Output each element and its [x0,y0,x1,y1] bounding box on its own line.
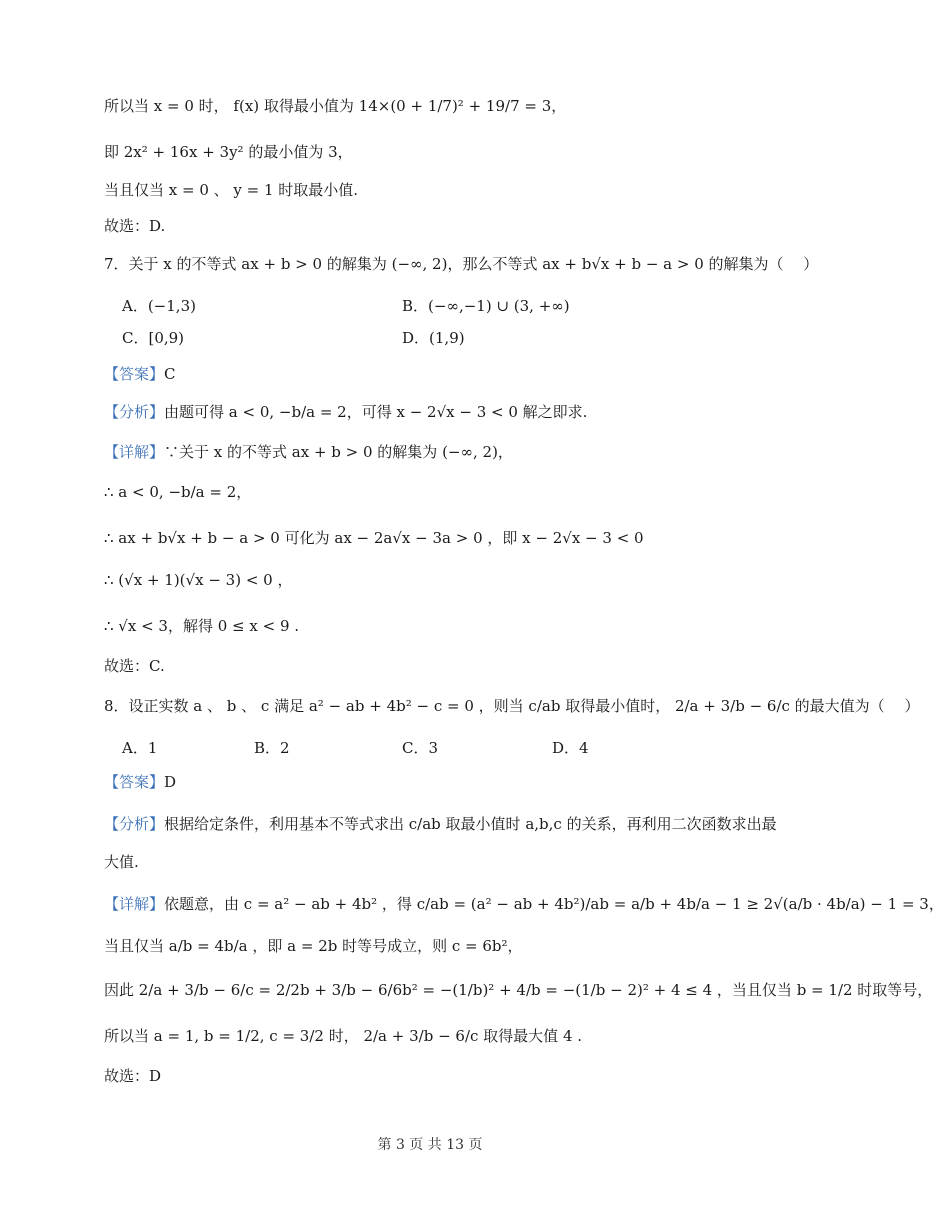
q7-detail [104,442,513,462]
answer-tag: 【答案】 [104,773,165,791]
text-line: 所以当 x = 0 时， f(x) 取得最小值为 14×(0 + 1/7)² + 19/7 = 3， [104,97,567,115]
q8-detail [104,894,944,914]
detail-tag: 【详解】 [104,443,165,461]
page-footer: 第 3 页 共 13 页 [377,1137,483,1153]
q7-option-d: D．(1,9) [402,329,465,347]
answer-selection: 故选：D [104,1067,162,1085]
text-line: ∴ a < 0, −b/a = 2， [104,483,252,501]
q7-answer [104,364,176,384]
detail-tag: 【详解】 [104,895,165,913]
answer-selection: 故选：D. [104,217,166,235]
q8-option-c: C．3 [402,739,439,757]
answer-selection: 故选：C. [104,657,165,675]
text-line: 大值. [104,853,139,871]
analysis-text: 由题可得 a < 0, −b/a = 2，可得 x − 2√x − 3 < 0 解之即求. [164,403,588,421]
question-8: 8．设正实数 a 、 b 、 c 满足 a² − ab + 4b² − c = 0 ，则当 c/ab 取得最小值时， 2/a + 3/b − 6/c 的最大值为（ ） [104,697,920,715]
q7-option-b: B．(−∞,−1) ∪ (3, +∞) [402,297,570,315]
q8-answer [104,772,176,792]
detail-text: 依题意，由 c = a² − ab + 4b² ，得 c/ab = (a² − ab + 4b²)/ab = a/b + 4b/a − 1 ≥ 2√(a/b · 4b/a) − 1 = 3， [164,895,944,913]
answer-value: C [164,365,176,383]
analysis-tag: 【分析】 [104,815,165,833]
answer-tag: 【答案】 [104,365,165,383]
q8-option-d: D．4 [552,739,589,757]
text-line: ∴ √x < 3，解得 0 ≤ x < 9 . [104,617,300,635]
text-line: ∴ (√x + 1)(√x − 3) < 0 ， [104,571,293,589]
q8-option-b: B．2 [254,739,290,757]
text-line: ∴ ax + b√x + b − a > 0 可化为 ax − 2a√x − 3a > 0 ，即 x − 2√x − 3 < 0 [104,529,644,547]
text-line: 所以当 a = 1, b = 1/2, c = 3/2 时， 2/a + 3/b − 6/c 取得最大值 4 . [104,1027,583,1045]
analysis-text: 根据给定条件，利用基本不等式求出 c/ab 取最小值时 a,b,c 的关系，再利用二次函数求出最 [164,815,777,833]
text-line: 即 2x² + 16x + 3y² 的最小值为 3， [104,143,353,161]
detail-text: ∵关于 x 的不等式 ax + b > 0 的解集为 (−∞, 2)， [164,443,513,461]
q7-option-a: A．(−1,3) [122,297,196,315]
analysis-tag: 【分析】 [104,403,165,421]
question-7: 7．关于 x 的不等式 ax + b > 0 的解集为 (−∞, 2)，那么不等式 ax + b√x + b − a > 0 的解集为（ ） [104,255,819,273]
q8-analysis [104,814,777,834]
answer-value: D [164,773,177,791]
text-line: 因此 2/a + 3/b − 6/c = 2/2b + 3/b − 6/6b² = −(1/b)² + 4/b = −(1/b − 2)² + 4 ≤ 4 ，当且仅当 b = 1/2 时取等号， [104,981,933,999]
text-line: 当且仅当 x = 0 、 y = 1 时取最小值. [104,181,359,199]
q8-option-a: A．1 [122,739,158,757]
q7-analysis [104,402,587,422]
text-line: 当且仅当 a/b = 4b/a ，即 a = 2b 时等号成立，则 c = 6b²， [104,937,523,955]
q7-option-c: C．[0,9) [122,329,185,347]
